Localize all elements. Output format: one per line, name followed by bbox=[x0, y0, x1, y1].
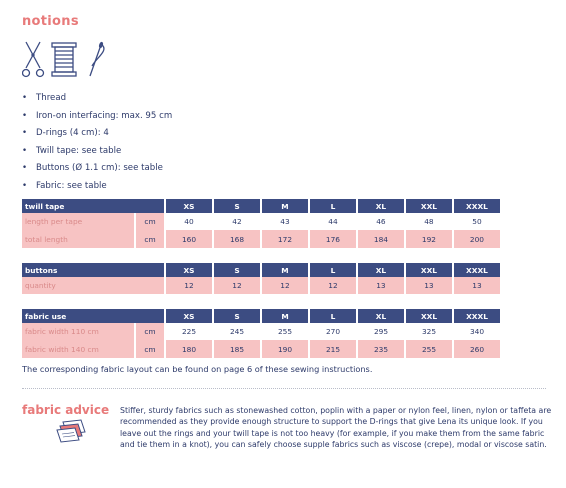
size-header: XXXL bbox=[454, 263, 500, 277]
size-header: XS bbox=[166, 263, 212, 277]
list-item: • Iron-on interfacing: max. 95 cm bbox=[22, 110, 173, 121]
table-cell: 176 bbox=[310, 231, 356, 248]
list-item: • Thread bbox=[22, 93, 67, 103]
size-header: L bbox=[310, 199, 356, 213]
section-divider bbox=[22, 388, 546, 389]
list-item: • Buttons (Ø 1.1 cm): see table bbox=[22, 163, 163, 174]
table-header-label: twill tape bbox=[22, 199, 164, 213]
size-header: XS bbox=[166, 309, 212, 323]
list-item: • D-rings (4 cm): 4 bbox=[22, 128, 109, 139]
table-cell: 295 bbox=[358, 323, 404, 341]
size-header: XS bbox=[166, 199, 212, 213]
row-label: length per tape bbox=[22, 213, 134, 231]
size-header: M bbox=[262, 199, 308, 213]
row-label: total length bbox=[22, 231, 134, 248]
folded-fabric-icon bbox=[54, 418, 88, 444]
fabric-layout-note: The corresponding fabric layout can be found on page 6 of these sewing instructions. bbox=[22, 364, 373, 374]
table-cell: 13 bbox=[406, 277, 452, 294]
size-header: XXL bbox=[406, 199, 452, 213]
table-cell: 190 bbox=[262, 341, 308, 358]
row-unit: cm bbox=[136, 341, 164, 358]
size-header: S bbox=[214, 309, 260, 323]
row-unit: cm bbox=[136, 231, 164, 248]
table-cell: 255 bbox=[406, 341, 452, 358]
table-cell: 46 bbox=[358, 213, 404, 231]
size-header: M bbox=[262, 309, 308, 323]
table-row bbox=[22, 277, 500, 294]
row-unit: cm bbox=[136, 213, 164, 231]
scissors-icon bbox=[23, 42, 44, 77]
table-row bbox=[22, 213, 500, 231]
size-header: M bbox=[262, 263, 308, 277]
size-header: S bbox=[214, 263, 260, 277]
table-cell: 340 bbox=[454, 323, 500, 341]
table-cell: 42 bbox=[214, 213, 260, 231]
table-row bbox=[22, 231, 500, 248]
table-cell: 40 bbox=[166, 213, 212, 231]
table-cell: 215 bbox=[310, 341, 356, 358]
table-cell: 325 bbox=[406, 323, 452, 341]
table-cell: 185 bbox=[214, 341, 260, 358]
twill-tape-table bbox=[20, 199, 502, 248]
size-header: XXXL bbox=[454, 309, 500, 323]
size-header: S bbox=[214, 199, 260, 213]
table-cell: 12 bbox=[262, 277, 308, 294]
size-header: XXL bbox=[406, 263, 452, 277]
table-cell: 260 bbox=[454, 341, 500, 358]
needle-icon bbox=[90, 42, 104, 76]
table-cell: 192 bbox=[406, 231, 452, 248]
size-header: L bbox=[310, 309, 356, 323]
table-cell: 184 bbox=[358, 231, 404, 248]
list-item: • Fabric: see table bbox=[22, 180, 107, 191]
table-cell: 13 bbox=[454, 277, 500, 294]
row-unit: cm bbox=[136, 323, 164, 341]
table-cell: 245 bbox=[214, 323, 260, 341]
size-header: XL bbox=[358, 263, 404, 277]
fabric-use-table bbox=[20, 309, 502, 358]
table-cell: 12 bbox=[166, 277, 212, 294]
table-cell: 13 bbox=[358, 277, 404, 294]
list-item: • Twill tape: see table bbox=[22, 145, 122, 156]
table-cell: 43 bbox=[262, 213, 308, 231]
table-cell: 180 bbox=[166, 341, 212, 358]
table-cell: 225 bbox=[166, 323, 212, 341]
table-header-label: buttons bbox=[22, 263, 164, 277]
fabric-advice-text: Stiffer, sturdy fabrics such as stonewashed cotton, poplin with a paper or nylon feel, linen, nylon or taffeta are recommended as they provide enough structure to support the D-rings that give Lena its unique look. If you leave out the rings and your twill tape is not too heavy (for example, if you make them from the same fabric and tie them in a knot), you can safely choose supple fabrics such as viscose (crepe), modal or viscose satin. bbox=[120, 406, 552, 450]
table-cell: 172 bbox=[262, 231, 308, 248]
size-header: XXXL bbox=[454, 199, 500, 213]
size-header: XXL bbox=[406, 309, 452, 323]
buttons-table bbox=[20, 263, 502, 294]
notions-icons bbox=[22, 40, 112, 80]
table-cell: 50 bbox=[454, 213, 500, 231]
row-label: fabric width 140 cm bbox=[22, 341, 134, 358]
size-header: XL bbox=[358, 309, 404, 323]
row-label: quantity bbox=[22, 277, 164, 294]
table-header-label: fabric use bbox=[22, 309, 164, 323]
size-header: XL bbox=[358, 199, 404, 213]
table-cell: 12 bbox=[310, 277, 356, 294]
table-row bbox=[22, 341, 500, 358]
thread-spool-icon bbox=[52, 43, 76, 76]
row-label: fabric width 110 cm bbox=[22, 323, 134, 341]
size-header: L bbox=[310, 263, 356, 277]
table-cell: 255 bbox=[262, 323, 308, 341]
section-title: notions bbox=[22, 14, 79, 29]
table-cell: 270 bbox=[310, 323, 356, 341]
table-cell: 160 bbox=[166, 231, 212, 248]
table-cell: 200 bbox=[454, 231, 500, 248]
table-cell: 168 bbox=[214, 231, 260, 248]
fabric-advice-title: fabric advice bbox=[22, 403, 110, 417]
table-row bbox=[22, 323, 500, 341]
table-cell: 235 bbox=[358, 341, 404, 358]
table-cell: 48 bbox=[406, 213, 452, 231]
supplies-list bbox=[22, 90, 172, 196]
table-cell: 44 bbox=[310, 213, 356, 231]
table-cell: 12 bbox=[214, 277, 260, 294]
